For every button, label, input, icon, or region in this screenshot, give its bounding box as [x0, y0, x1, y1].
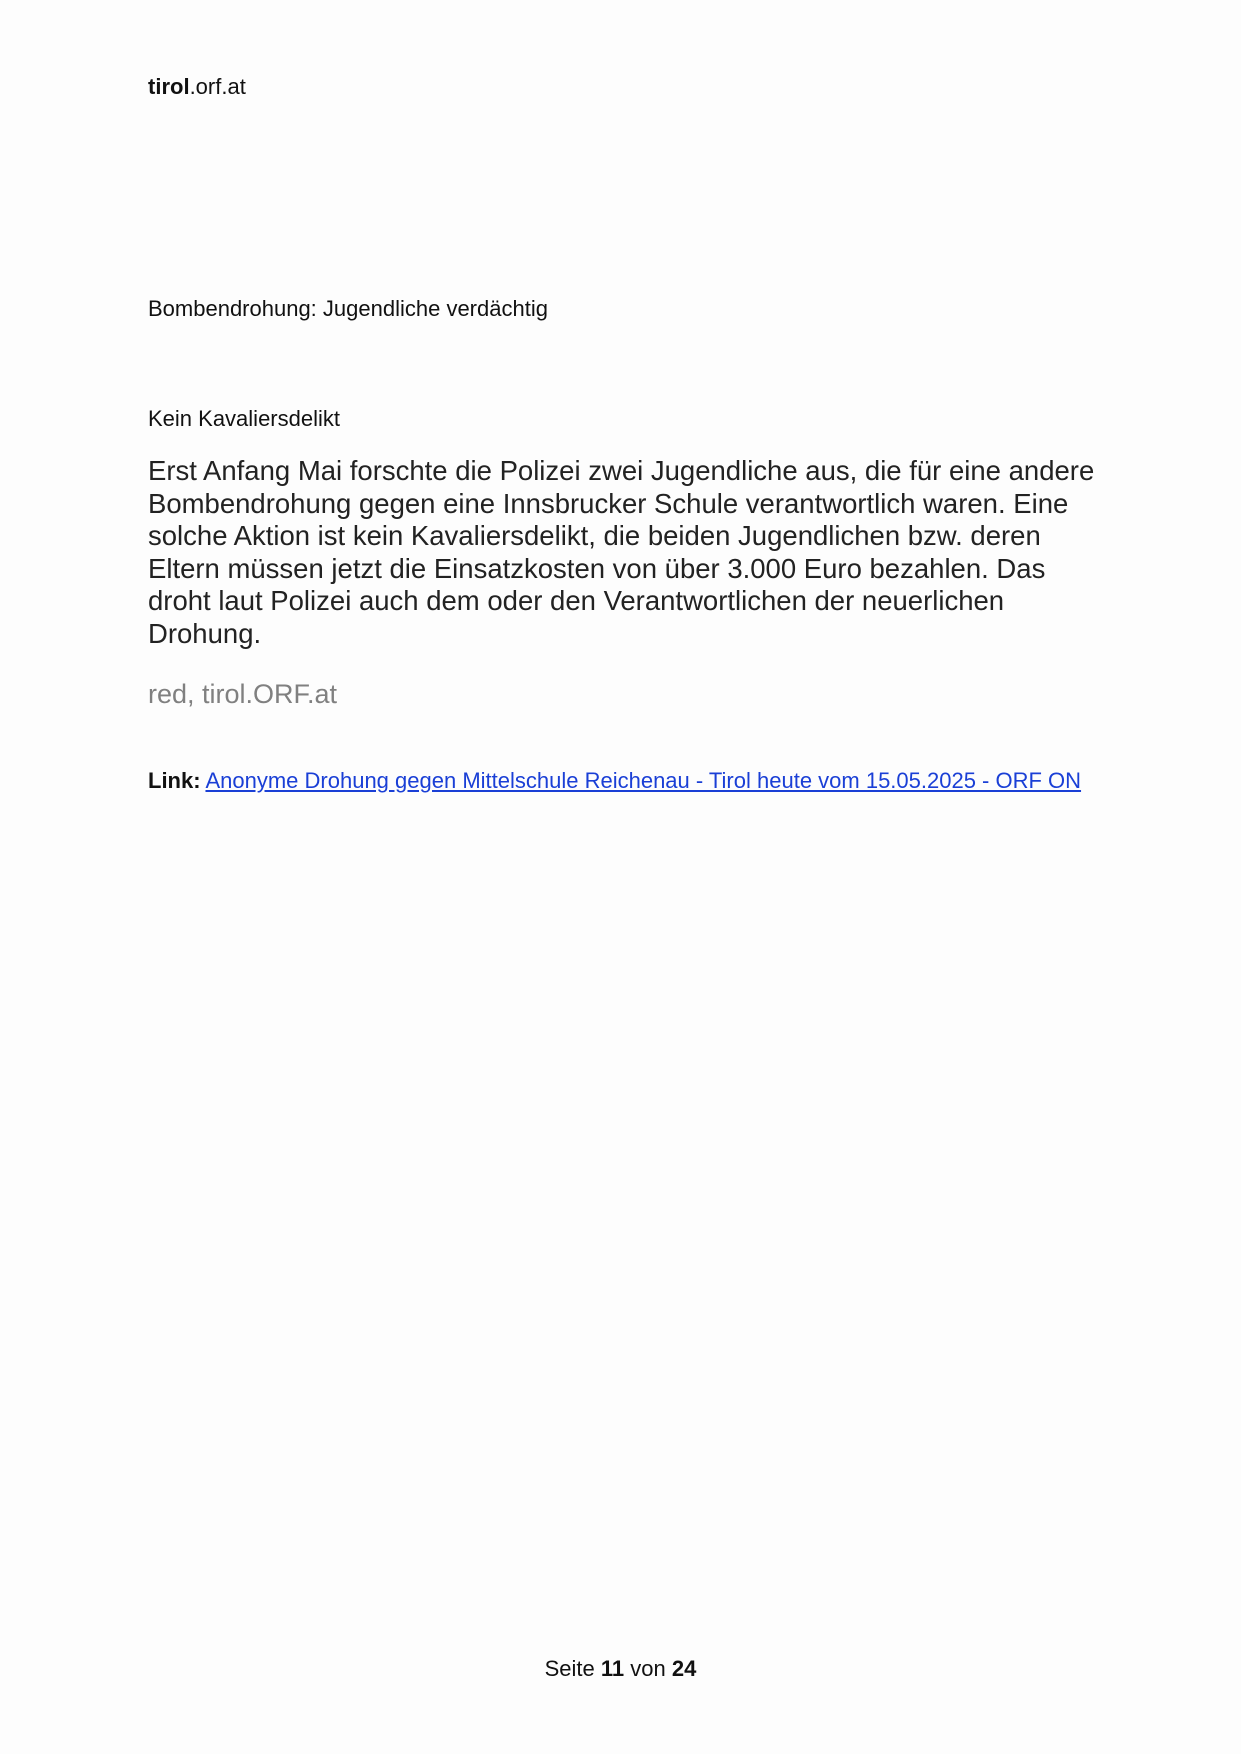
link-label: Link:	[148, 768, 201, 793]
current-page-number: 11	[600, 1656, 625, 1681]
footer-prefix: Seite	[544, 1656, 595, 1681]
page-footer	[0, 1656, 1241, 1682]
total-pages-number: 24	[671, 1656, 697, 1681]
article-byline: red, tirol.ORF.at	[148, 679, 338, 709]
article-link[interactable]: Anonyme Drohung gegen Mittelschule Reichenau - Tirol heute vom 15.05.2025 - ORF ON	[205, 768, 1082, 793]
footer-separator: von	[630, 1656, 666, 1681]
article-title: Bombendrohung: Jugendliche verdächtig	[148, 296, 548, 321]
article-subheading: Kein Kavaliersdelikt	[148, 406, 340, 431]
article-body: Erst Anfang Mai forschte die Polizei zwei Jugendliche aus, die für eine andere Bombendrohung gegen eine Innsbrucker Schule verantwortlich waren. Eine solche Aktion ist kein Kavaliersdelikt, die beiden Jugendlichen bzw. deren Eltern müssen jetzt die Einsatzkosten von über 3.000 Euro bezahlen. Das droht laut Polizei auch dem oder den Verantwortlichen der neuerlichen Drohung.	[148, 455, 1095, 649]
site-header	[148, 74, 246, 100]
site-name-domain: .orf.at	[189, 74, 246, 99]
link-block	[148, 767, 1088, 794]
site-name-bold: tirol	[148, 74, 190, 99]
